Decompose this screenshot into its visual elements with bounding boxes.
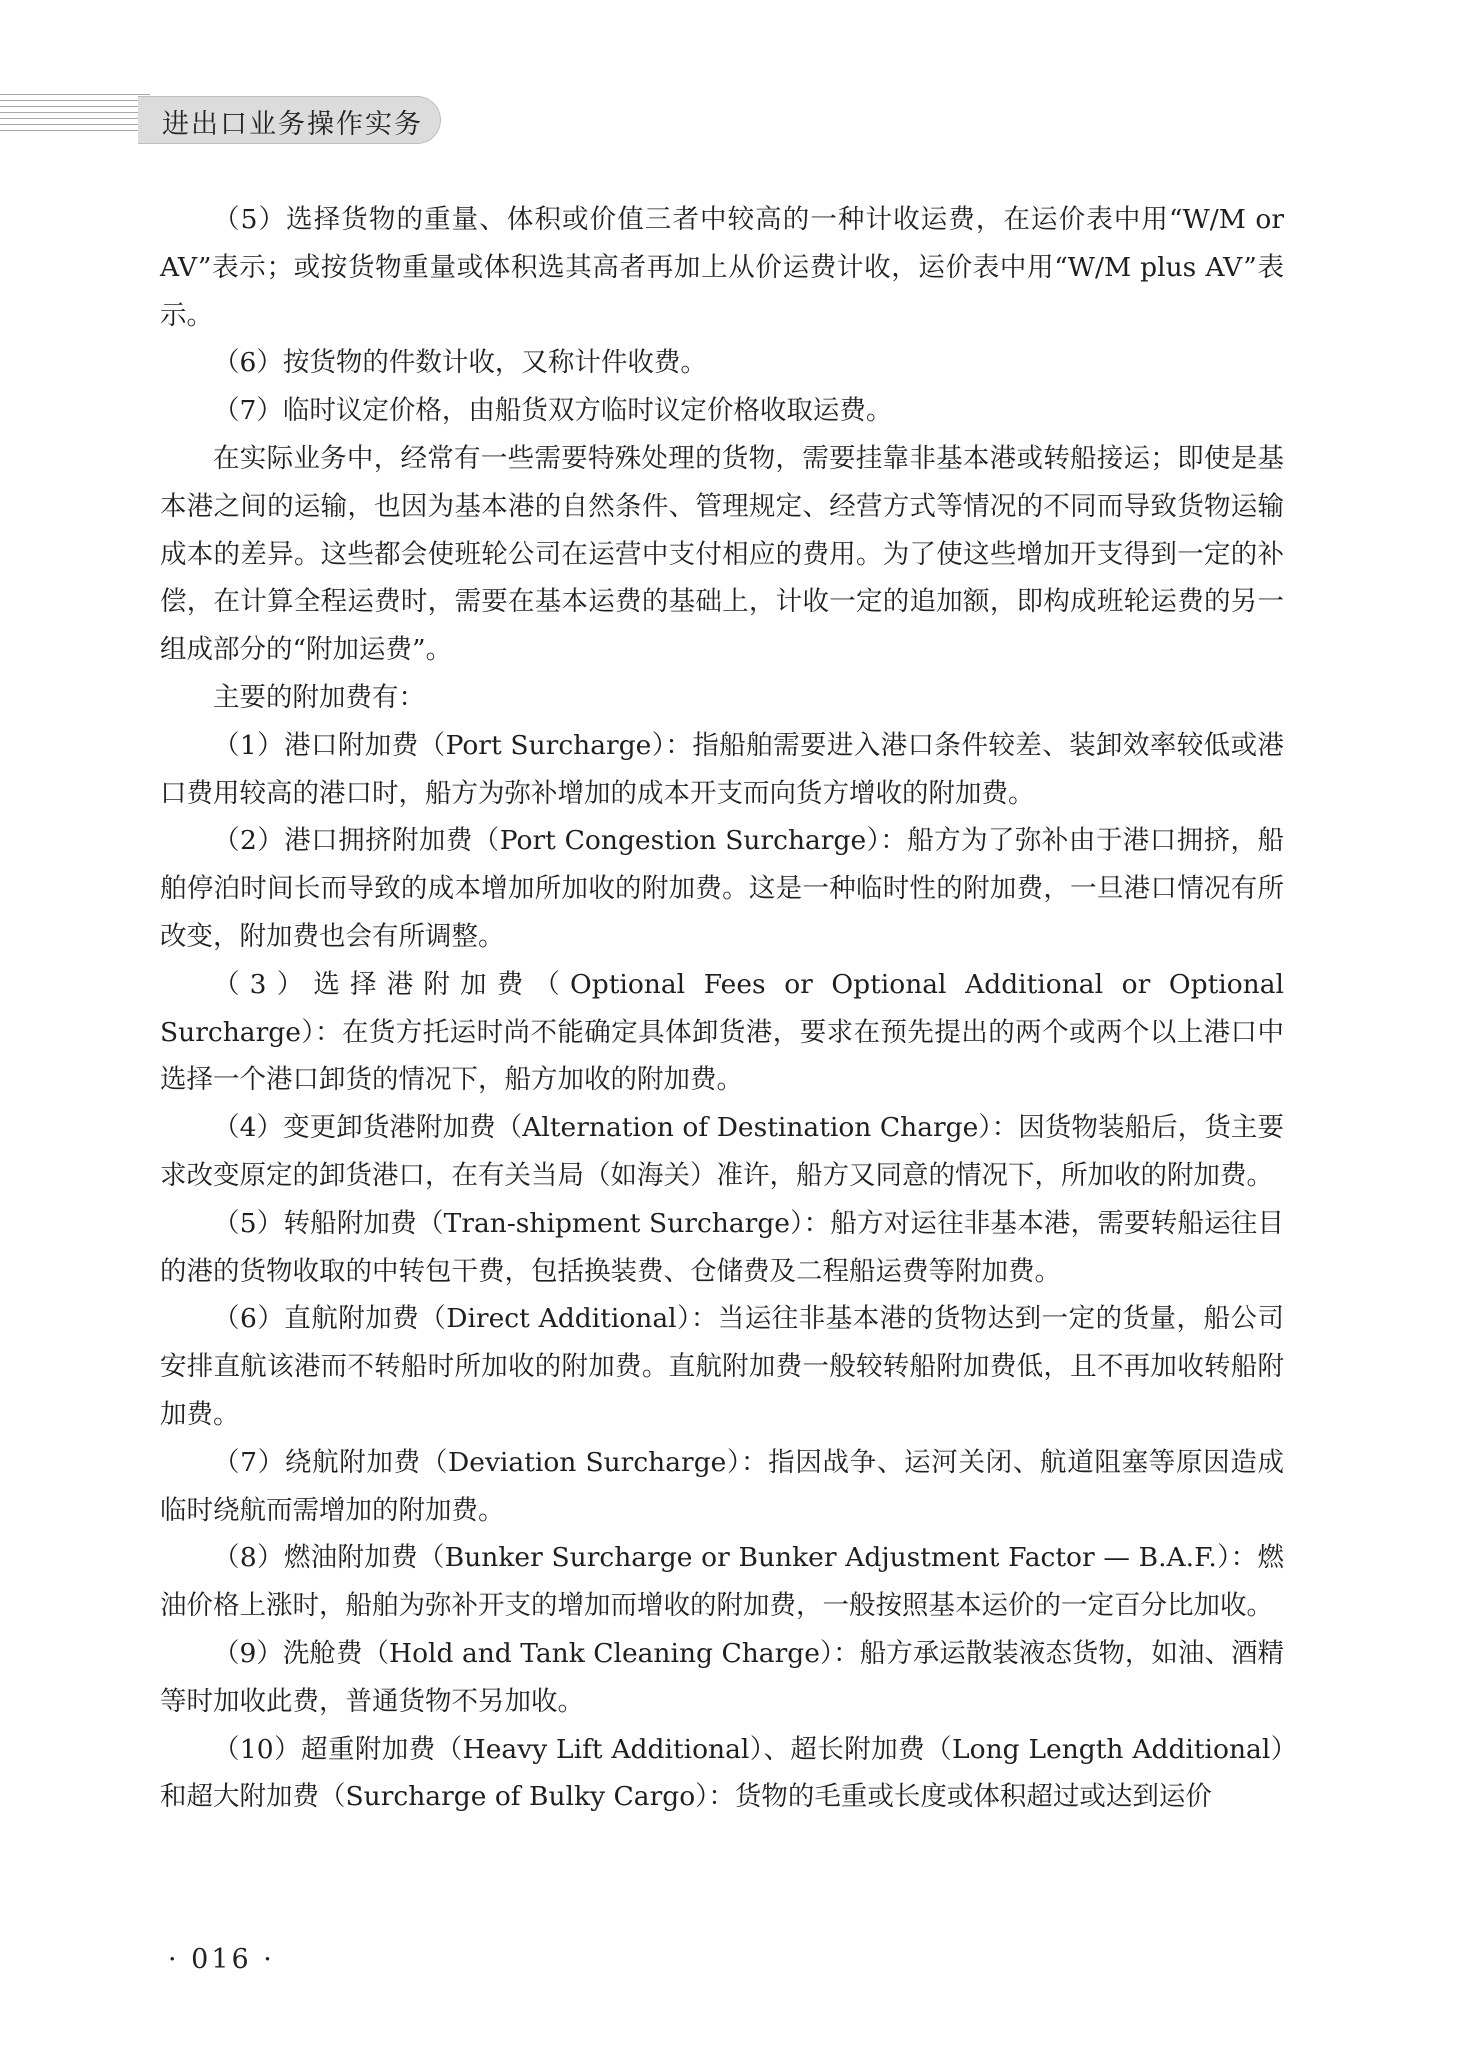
- paragraph: （1）港口附加费（Port Surcharge）：指船舶需要进入港口条件较差、装卸效率较低或港口费用较高的港口时，船方为弥补增加的成本开支而向货方增收的附加费。: [160, 729, 1284, 809]
- paragraph: （3）选择港附加费（Optional Fees or Optional Additional or Optional Surcharge）：在货方托运时尚不能确定具体卸货港，要求在预先提出的两个或两个以上港口中选择一个港口卸货的情况下，船方加收的附加费。: [160, 968, 1284, 1096]
- paragraph: （4）变更卸货港附加费（Alternation of Destination Charge）：因货物装船后，货主要求改变原定的卸货港口，在有关当局（如海关）准许，船方又同意的情况下，所加收的附加费。: [160, 1112, 1284, 1191]
- paragraph: 在实际业务中，经常有一些需要特殊处理的货物，需要挂靠非基本港或转船接运；即使是基本港之间的运输，也因为基本港的自然条件、管理规定、经营方式等情况的不同而导致货物运输成本的差异。这些都会使班轮公司在运营中支付相应的费用。为了使这些增加开支得到一定的补偿，在计算全程运费时，需要在基本运费的基础上，计收一定的追加额，即构成班轮运费的另一组成部分的“附加运费”。: [160, 442, 1284, 666]
- body-text: [160, 196, 1284, 1821]
- paragraph: （7）绕航附加费（Deviation Surcharge）：指因战争、运河关闭、航道阻塞等原因造成临时绕航而需增加的附加费。: [160, 1446, 1284, 1526]
- paragraph: （2）港口拥挤附加费（Port Congestion Surcharge）：船方为了弥补由于港口拥挤，船舶停泊时间长而导致的成本增加所加收的附加费。这是一种临时性的附加费，一旦港口情况有所改变，附加费也会有所调整。: [160, 825, 1284, 952]
- paragraph: （8）燃油附加费（Bunker Surcharge or Bunker Adjustment Factor — B.A.F.）：燃油价格上涨时，船舶为弥补开支的增加而增收的附加费，一般按照基本运价的一定百分比加收。: [160, 1542, 1284, 1622]
- paragraph: （6）直航附加费（Direct Additional）：当运往非基本港的货物达到一定的货量，船公司安排直航该港而不转船时所加收的附加费。直航附加费一般较转船附加费低，且不再加收转船附加费。: [160, 1303, 1284, 1430]
- page-number: · 016 ·: [168, 1944, 275, 1975]
- paragraph: （10）超重附加费（Heavy Lift Additional）、超长附加费（Long Length Additional）和超大附加费（Surcharge of Bulky Cargo）：货物的毛重或长度或体积超过或达到运价: [160, 1733, 1284, 1813]
- paragraph: （5）选择货物的重量、体积或价值三者中较高的一种计收运费，在运价表中用“W/M or AV”表示；或按货物重量或体积选其高者再加上从价运费计收，运价表中用“W/M plus AV”表示。: [160, 204, 1284, 331]
- paragraph: （6）按货物的件数计收，又称计件收费。: [213, 347, 707, 379]
- running-header: [0, 88, 1457, 148]
- paragraph: （7）临时议定价格，由船货双方临时议定价格收取运费。: [213, 395, 893, 427]
- running-header-title: 进出口业务操作实务: [162, 109, 423, 140]
- paragraph: （5）转船附加费（Tran-shipment Surcharge）：船方对运往非基本港，需要转船运往目的港的货物收取的中转包干费，包括换装费、仓储费及二程船运费等附加费。: [160, 1207, 1284, 1287]
- paragraph: （9）洗舱费（Hold and Tank Cleaning Charge）：船方承运散装液态货物，如油、酒精等时加收此费，普通货物不另加收。: [160, 1637, 1284, 1717]
- header-decoration-lines: [0, 94, 150, 140]
- paragraph: 主要的附加费有：: [213, 681, 425, 713]
